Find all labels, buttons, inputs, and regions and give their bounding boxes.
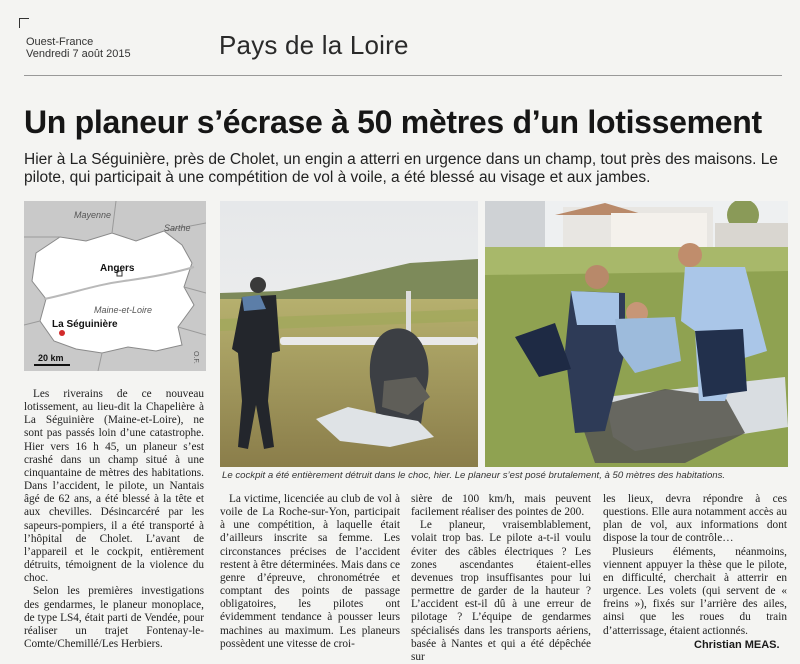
paragraph: Le planeur, vraisemblablement, volait trop bas. Le pilote a-t-il voulu éviter des câbles électriques ? Les zones ascendantes étaient-elles devenues trop insuffisantes pour lui permettre de garder de la hauteur ? L’accident est-il dû à une erreur de pilotage ? L’équipe de gendarmes spécialisés dans les transports aériens, basée à Nantes et qui a été dépêchée sur [411, 519, 591, 663]
crop-mark [19, 18, 29, 28]
map-label-sarthe: Sarthe [164, 223, 191, 233]
map-city-angers: Angers [100, 263, 135, 274]
photo-icon [485, 201, 788, 467]
map-credit: O.F. [192, 351, 199, 364]
article-column-3 [411, 493, 591, 664]
article-column-4 [603, 493, 787, 638]
photo-gendarme-wreck [220, 201, 478, 467]
photo-caption: Le cockpit a été entièrement détruit dans le choc, hier. Le planeur s’est posé brutalement, à 50 mètres des habitations. [222, 470, 726, 481]
issue-date: Vendredi 7 août 2015 [26, 48, 131, 60]
paragraph: les lieux, devra répondre à ces questions. Elle aura notamment accès au plan de vol, aux informations dont dispose la tour de contrôle… [603, 493, 787, 545]
locator-map [24, 201, 206, 371]
masthead-rule [24, 75, 782, 76]
photo-investigators [485, 201, 788, 467]
paragraph: Les riverains de ce nouveau lotissement, au lieu-dit la Chapelière à La Séguinière (Maine-et-Loire), ne sont pas passés loin d’une catastrophe. Hier vers 16 h 45, un planeur s’est crashé dans un champ situé à une cinquantaine de mètres des habitations. Dans l’accident, le pilote, un Nantais âgé de 62 ans, a été blessé à la tête et aux chevilles. Désincarcéré par les sapeurs-pompiers, il a été transporté à l’hôpital de Cholet. L’avant de l’appareil et le cockpit, entièrement détruits, témoignent de la violence du choc. [24, 388, 204, 585]
headline: Un planeur s’écrase à 50 mètres d’un lotissement [24, 104, 762, 140]
article-column-2 [220, 493, 400, 651]
map-label-maine-et-loire: Maine-et-Loire [94, 305, 153, 315]
paragraph: La victime, licenciée au club de vol à voile de La Roche-sur-Yon, participait à une compétition, à laquelle était d’ailleurs inscrite sa femme. Les circonstances précises de l’accident restent à être déterminées. Mais dans ce genre d’épreuve, chronométrée et comptant des points de passage obligatoires, les pilotes ont évidemment tendance à pousser leurs machines au maximum. Les planeurs possèdent une vitesse de croi- [220, 493, 400, 650]
article-column-1 [24, 388, 204, 651]
region-title: Pays de la Loire [219, 30, 409, 60]
lede: Hier à La Séguinière, près de Cholet, un engin a atterri en urgence dans un champ, tout près des maisons. Le pilote, qui participait à une compétition de vol à voile, a été blessé au visage et aux jambes. [24, 151, 778, 186]
paragraph: sière de 100 km/h, mais peuvent facilement réaliser des pointes de 200. [411, 493, 591, 519]
map-city-seguiniere: La Séguinière [52, 319, 118, 330]
newspaper-name: Ouest-France [26, 36, 94, 48]
photo-icon [220, 201, 478, 467]
author-signature: Christian MEAS. [694, 639, 780, 651]
paragraph: Plusieurs éléments, néanmoins, viennent appuyer la thèse que le pilote, en difficulté, cherchait à atterrir en urgence. Les volets (qui servent de « freins »), fixés sur l’arrière des ailes, ainsi que les roues du train d’atterrissage, étaient actionnés. [603, 545, 787, 637]
map-label-mayenne: Mayenne [74, 210, 112, 220]
map-scale: 20 km [38, 353, 64, 363]
paper-info [26, 36, 131, 60]
paragraph: Selon les premières investigations des gendarmes, le planeur monoplace, de type LS4, était parti de Vendée, pour réaliser un trajet Fontenay-le-Comte/Chemillé/Les Herbiers. [24, 585, 204, 650]
